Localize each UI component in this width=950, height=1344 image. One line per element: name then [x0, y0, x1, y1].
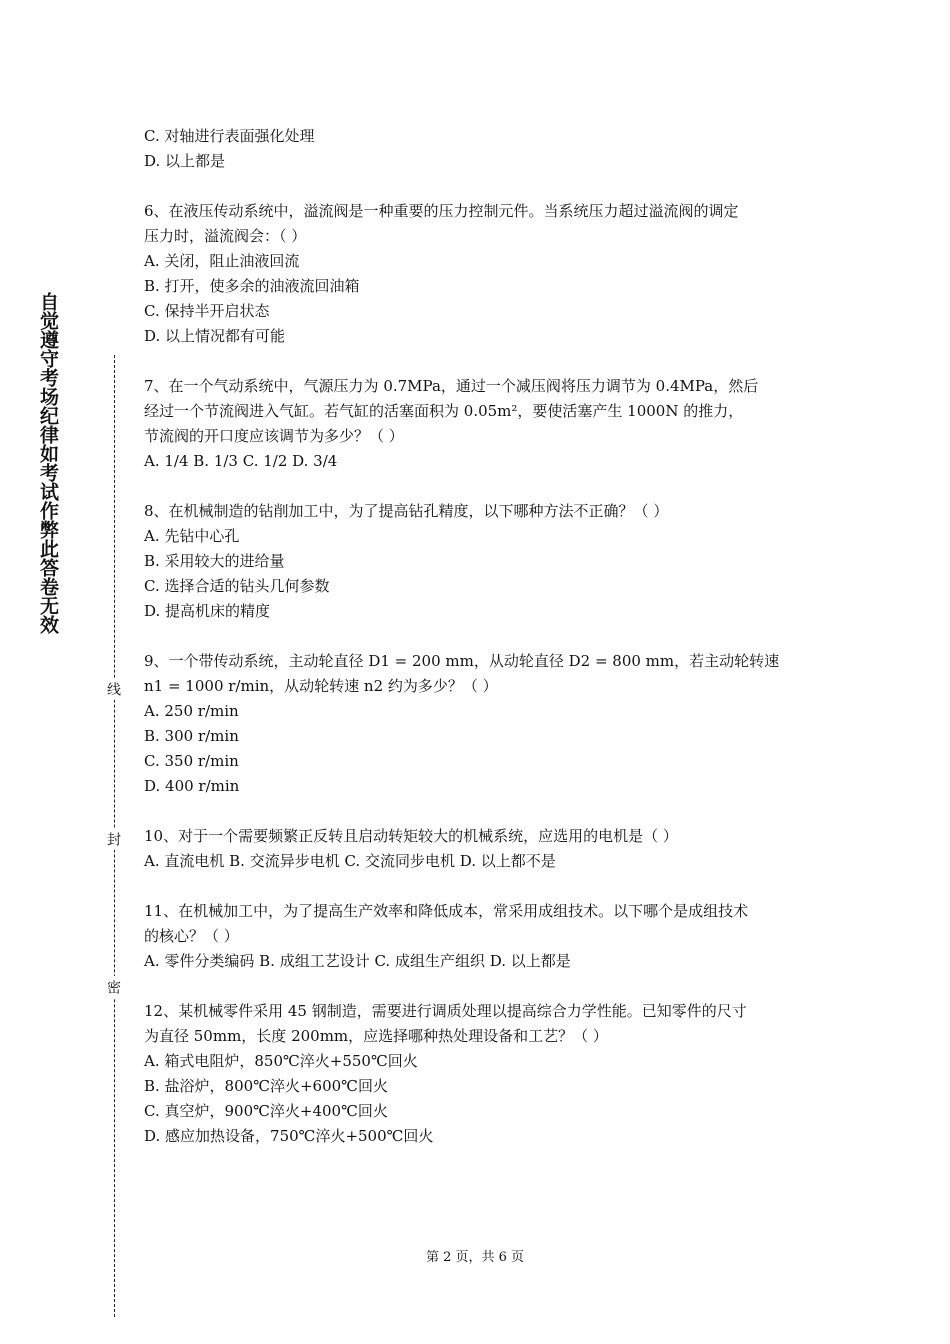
lead-options — [144, 124, 808, 174]
option: C. 保持半开启状态 — [144, 302, 270, 320]
question-text: 10、对于一个需要频繁正反转且启动转矩较大的机械系统，应选用的电机是（ ） — [144, 827, 678, 845]
binding-mark-feng: 封 — [106, 828, 124, 850]
question-text: n1 = 1000 r/min，从动轮转速 n2 约为多少？（ ） — [144, 677, 498, 695]
option: B. 盐浴炉，800℃淬火+600℃回火 — [144, 1077, 388, 1095]
option: A. 关闭，阻止油液回流 — [144, 252, 300, 270]
option: C. 对轴进行表面强化处理 — [144, 127, 315, 145]
option: C. 350 r/min — [144, 752, 239, 770]
option: B. 采用较大的进给量 — [144, 552, 285, 570]
option: A. 直流电机 B. 交流异步电机 C. 交流同步电机 D. 以上都不是 — [144, 852, 556, 870]
question-9 — [144, 649, 808, 799]
option: B. 300 r/min — [144, 727, 239, 745]
question-text: 的核心？（ ） — [144, 927, 239, 945]
option: D. 提高机床的精度 — [144, 602, 271, 620]
question-text: 9、一个带传动系统，主动轮直径 D1 = 200 mm，从动轮直径 D2 = 800 mm，若主动轮转速 — [144, 652, 780, 670]
question-8 — [144, 499, 808, 624]
question-10 — [144, 824, 808, 874]
option: D. 感应加热设备，750℃淬火+500℃回火 — [144, 1127, 434, 1145]
option: A. 1/4 B. 1/3 C. 1/2 D. 3/4 — [144, 452, 338, 470]
option: A. 先钻中心孔 — [144, 527, 240, 545]
exam-discipline-warning: 自觉遵守考场纪律如考试作弊此答卷无效 — [37, 292, 59, 634]
option: D. 400 r/min — [144, 777, 240, 795]
option: A. 箱式电阻炉，850℃淬火+550℃回火 — [144, 1052, 418, 1070]
question-text: 11、在机械加工中，为了提高生产效率和降低成本，常采用成组技术。以下哪个是成组技术 — [144, 902, 749, 920]
option: D. 以上都是 — [144, 152, 226, 170]
option: B. 打开，使多余的油液流回油箱 — [144, 277, 360, 295]
option: A. 250 r/min — [144, 702, 239, 720]
question-text: 6、在液压传动系统中，溢流阀是一种重要的压力控制元件。当系统压力超过溢流阀的调定 — [144, 202, 739, 220]
question-text: 7、在一个气动系统中，气源压力为 0.7MPa，通过一个减压阀将压力调节为 0.4MPa，然后 — [144, 377, 759, 395]
question-text: 为直径 50mm，长度 200mm，应选择哪种热处理设备和工艺？（ ） — [144, 1027, 608, 1045]
page-number-footer: 第 2 页，共 6 页 — [425, 1250, 525, 1265]
option: D. 以上情况都有可能 — [144, 327, 286, 345]
question-text: 8、在机械制造的钻削加工中，为了提高钻孔精度，以下哪种方法不正确？（ ） — [144, 502, 669, 520]
option: C. 真空炉，900℃淬火+400℃回火 — [144, 1102, 388, 1120]
question-text: 节流阀的开口度应该调节为多少？（ ） — [144, 427, 404, 445]
option: C. 选择合适的钻头几何参数 — [144, 577, 330, 595]
question-11 — [144, 899, 808, 974]
binding-mark-mi: 密 — [106, 976, 124, 998]
question-7 — [144, 374, 808, 474]
question-text: 12、某机械零件采用 45 钢制造，需要进行调质处理以提高综合力学性能。已知零件的尺寸 — [144, 1002, 747, 1020]
question-text: 压力时，溢流阀会：（ ） — [144, 227, 307, 245]
option: A. 零件分类编码 B. 成组工艺设计 C. 成组生产组织 D. 以上都是 — [144, 952, 571, 970]
question-12 — [144, 999, 808, 1149]
question-content — [144, 124, 808, 1149]
question-text: 经过一个节流阀进入气缸。若气缸的活塞面积为 0.05m²，要使活塞产生 1000N 的推力， — [144, 402, 744, 420]
question-6 — [144, 199, 808, 349]
binding-mark-xian: 线 — [106, 678, 124, 700]
